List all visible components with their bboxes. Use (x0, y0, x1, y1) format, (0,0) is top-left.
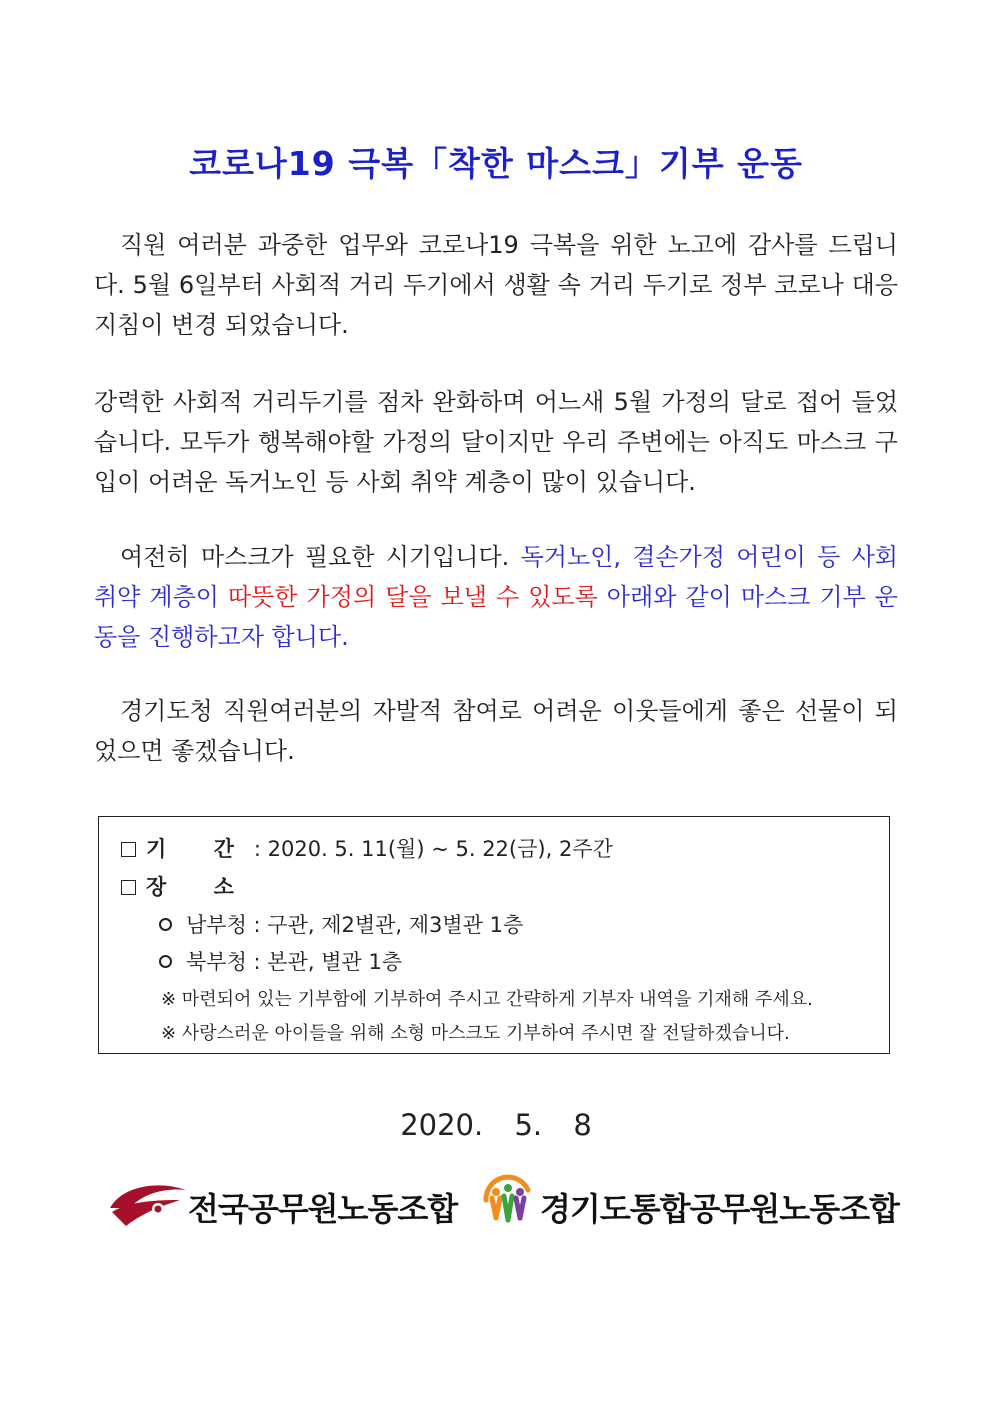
union2-logo-icon (478, 1172, 538, 1228)
paragraph-context (94, 382, 898, 502)
paragraph-campaign-blue1: 독거노인, 결손가정 어린이 등 사회 취약 계층이 (94, 543, 898, 611)
note-small-mask: ※ 사랑스러운 아이들을 위해 소형 마스크도 기부하여 주시면 잘 전달하겠습니다. (161, 1023, 790, 1044)
union1-logo-icon (108, 1178, 188, 1228)
paragraph-campaign-blue2: 아래와 같이 마스크 기부 운동을 진행하고자 합니다. (94, 583, 898, 651)
paragraph-campaign-part1: 여전히 마스크가 필요한 시기입니다. (120, 543, 521, 571)
page-title: 코로나19 극복「착한 마스크」기부 운동 (189, 144, 803, 183)
circle-bullet-icon (159, 955, 172, 968)
paragraph-context-text: 강력한 사회적 거리두기를 점차 완화하며 어느새 5월 가정의 달로 접어 들었습니다. 모두가 행복해야할 가정의 달이지만 우리 주변에는 아직도 마스크 구입이 어려운 독거노인 등 사회 취약 계층이 많이 있습니다. (94, 388, 898, 496)
place-north: 북부청 : 본관, 별관 1층 (186, 950, 403, 974)
union1-name: 전국공무원노동조합 (188, 1190, 458, 1228)
note-donation: ※ 마련되어 있는 기부함에 기부하여 주시고 간략하게 기부자 내역을 기재해 주세요. (161, 989, 813, 1010)
union2-name: 경기도통합공무원노동조합 (540, 1190, 899, 1228)
paragraph-intro (94, 225, 898, 345)
paragraph-campaign (94, 537, 898, 657)
paragraph-intro-text: 직원 여러분 과중한 업무와 코로나19 극복을 위한 노고에 감사를 드립니다. 5월 6일부터 사회적 거리 두기에서 생활 속 거리 두기로 정부 코로나 대응 지침이 변경 되었습니다. (94, 231, 898, 339)
period-value: : 2020. 5. 11(월) ~ 5. 22(금), 2주간 (253, 837, 613, 861)
period-row (121, 833, 613, 863)
paragraph-campaign-red: 따뜻한 가정의 달을 보낼 수 있도록 (228, 583, 598, 611)
place-north-row (159, 946, 402, 976)
info-box (98, 816, 890, 1054)
circle-bullet-icon (159, 918, 172, 931)
document-date: 2020. 5. 8 (400, 1108, 592, 1142)
paragraph-closing (94, 691, 898, 771)
place-row (121, 871, 254, 901)
place-south-row (159, 909, 523, 939)
checkbox-square-icon (121, 842, 136, 857)
place-label: 장 소 (146, 875, 254, 899)
period-label: 기 간 (146, 837, 254, 861)
checkbox-square-icon (121, 880, 136, 895)
paragraph-closing-text: 경기도청 직원여러분의 자발적 참여로 어려운 이웃들에게 좋은 선물이 되었으면 좋겠습니다. (94, 697, 898, 765)
place-south: 남부청 : 구관, 제2별관, 제3별관 1층 (186, 913, 524, 937)
